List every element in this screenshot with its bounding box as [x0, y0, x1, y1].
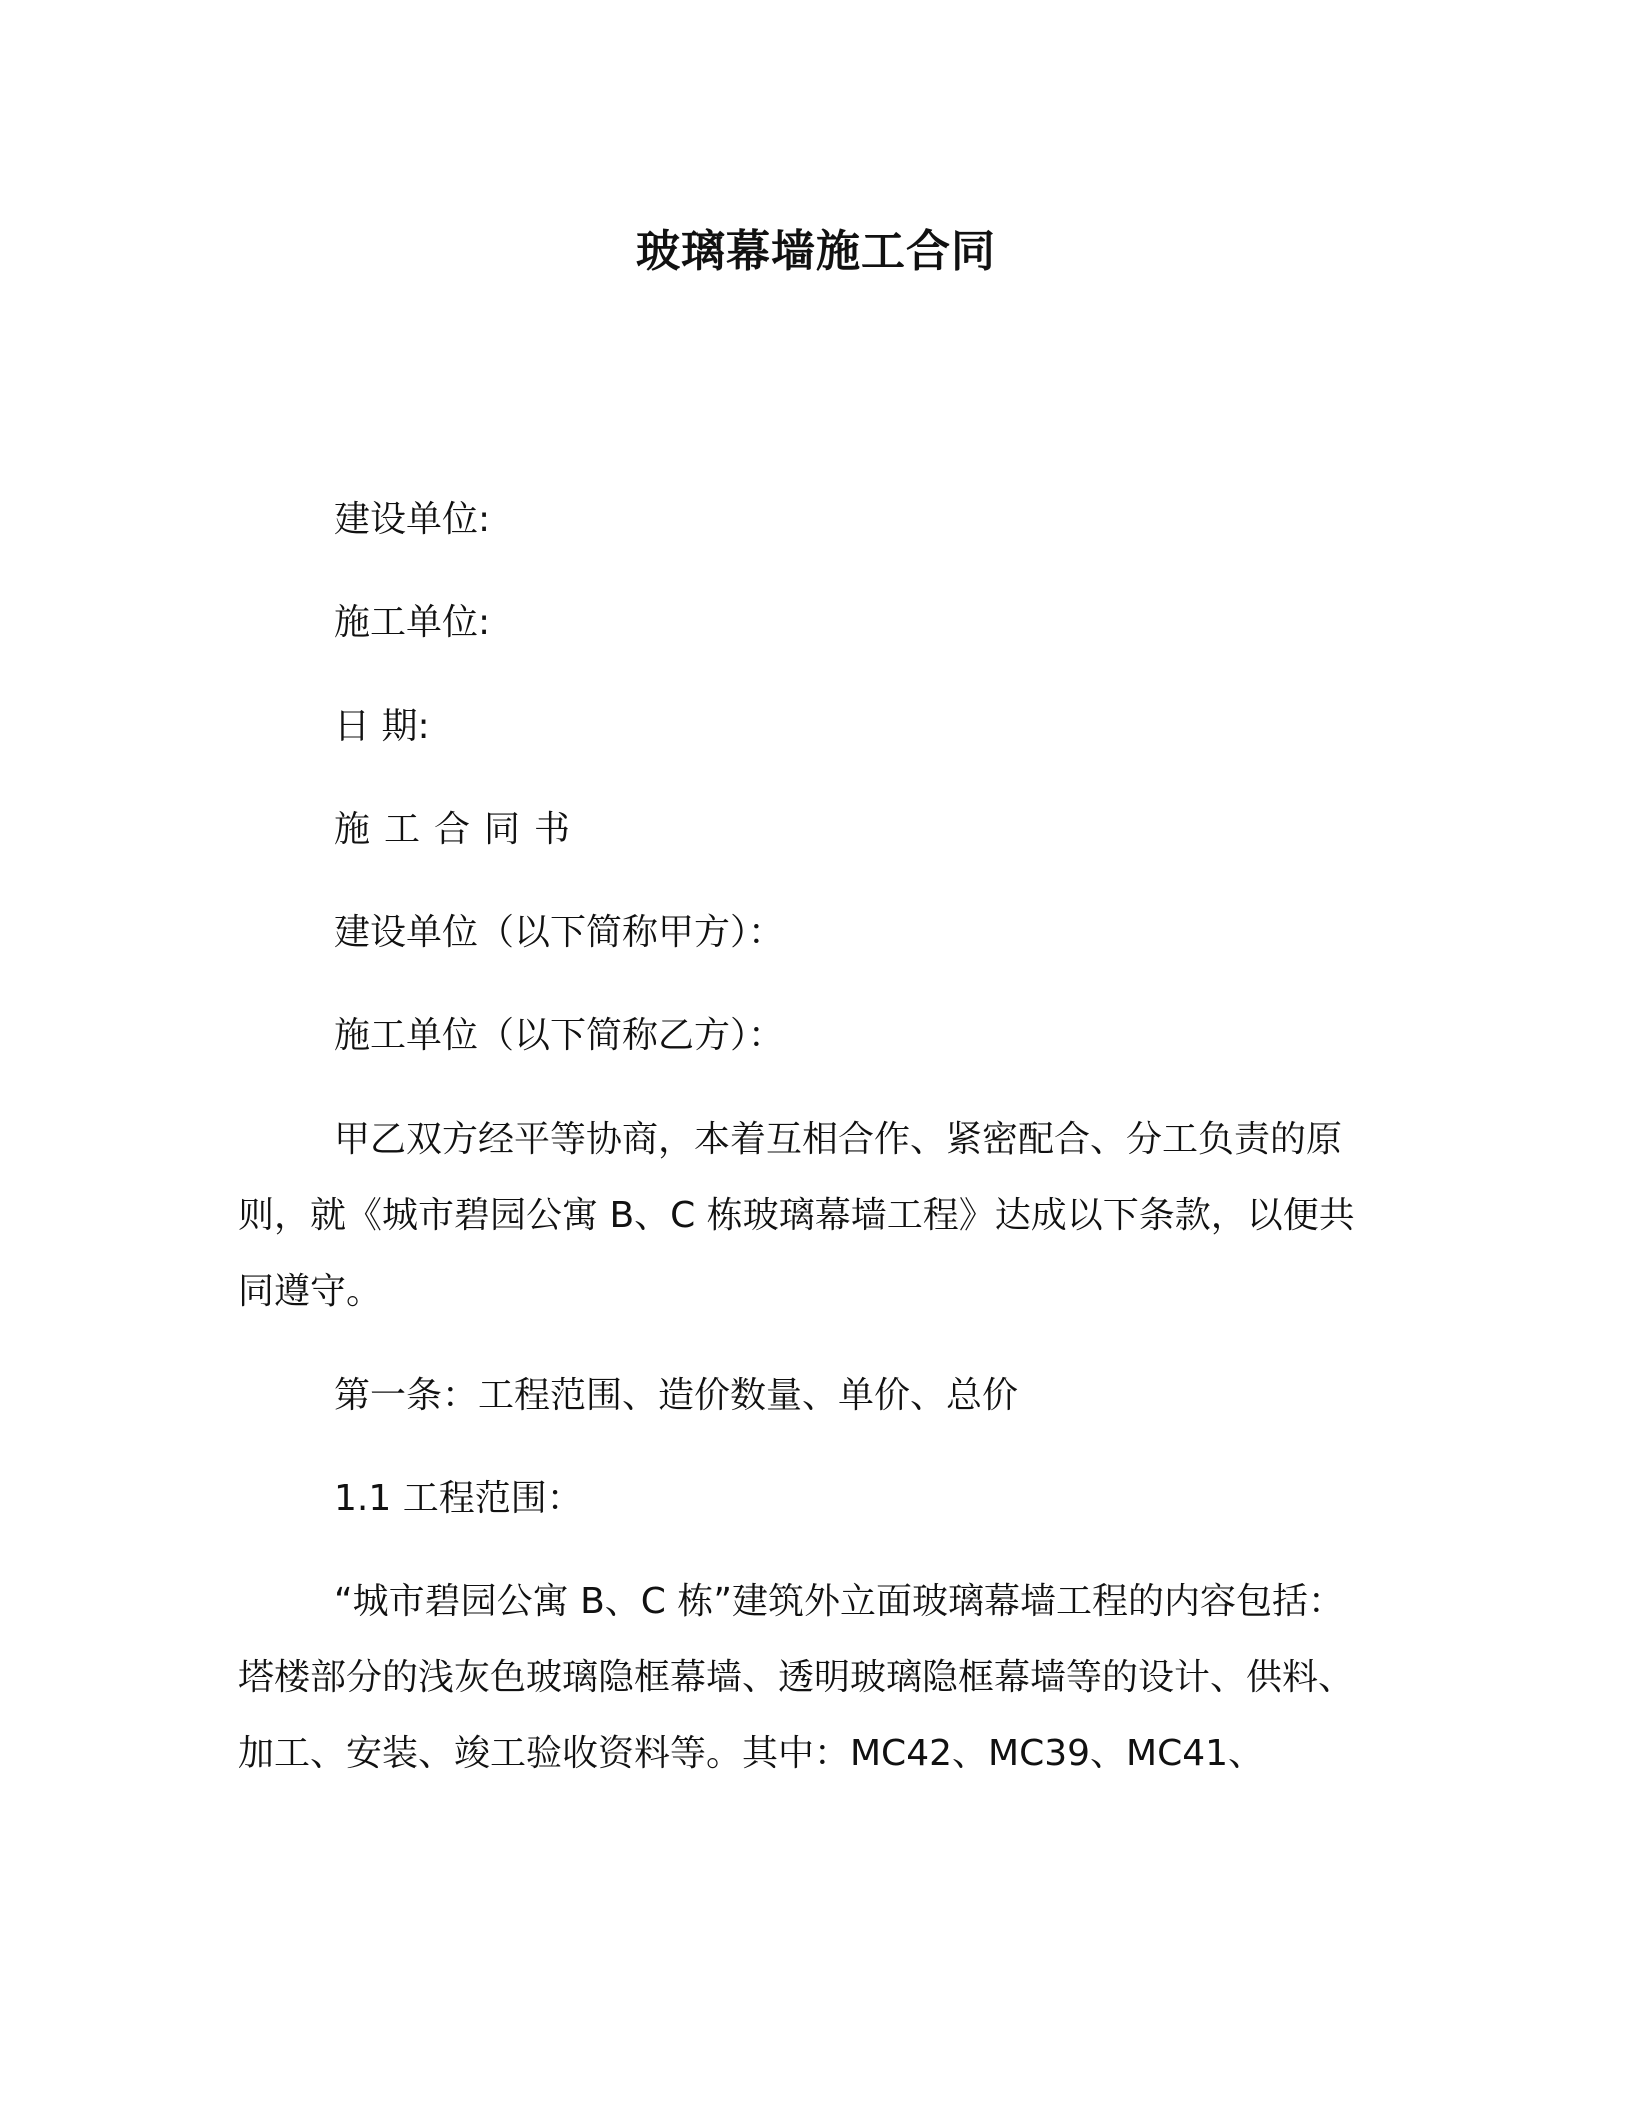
intro-paragraph-line-3: 同遵守。: [238, 1271, 383, 1312]
scope-paragraph-line-3: 加工、安装、竣工验收资料等。其中：MC42、MC39、MC41、: [238, 1733, 1265, 1774]
section-1-1-heading: 1.1 工程范围：: [334, 1478, 583, 1519]
intro-paragraph-line-1: 甲乙双方经平等协商，本着互相合作、紧密配合、分工负责的原: [334, 1119, 1343, 1160]
scope-paragraph-line-1: “城市碧园公寓 B、C 栋”建筑外立面玻璃幕墙工程的内容包括：: [334, 1581, 1345, 1622]
contractor-unit-field: 施工单位:: [334, 602, 491, 643]
intro-paragraph-line-2: 则，就《城市碧园公寓 B、C 栋玻璃幕墙工程》达成以下条款，以便共: [238, 1195, 1355, 1236]
party-b-line: 施工单位（以下简称乙方）：: [334, 1015, 785, 1056]
article-1-heading: 第一条：工程范围、造价数量、单价、总价: [334, 1375, 1019, 1416]
construction-unit-field: 建设单位:: [334, 499, 491, 540]
document-title: 玻璃幕墙施工合同: [636, 226, 996, 277]
scope-paragraph-line-2: 塔楼部分的浅灰色玻璃隐框幕墙、透明玻璃隐框幕墙等的设计、供料、: [238, 1657, 1355, 1698]
contract-book-heading: 施工合同书: [334, 809, 585, 850]
party-a-line: 建设单位（以下简称甲方）：: [334, 912, 785, 953]
date-field: 日 期:: [334, 706, 430, 747]
